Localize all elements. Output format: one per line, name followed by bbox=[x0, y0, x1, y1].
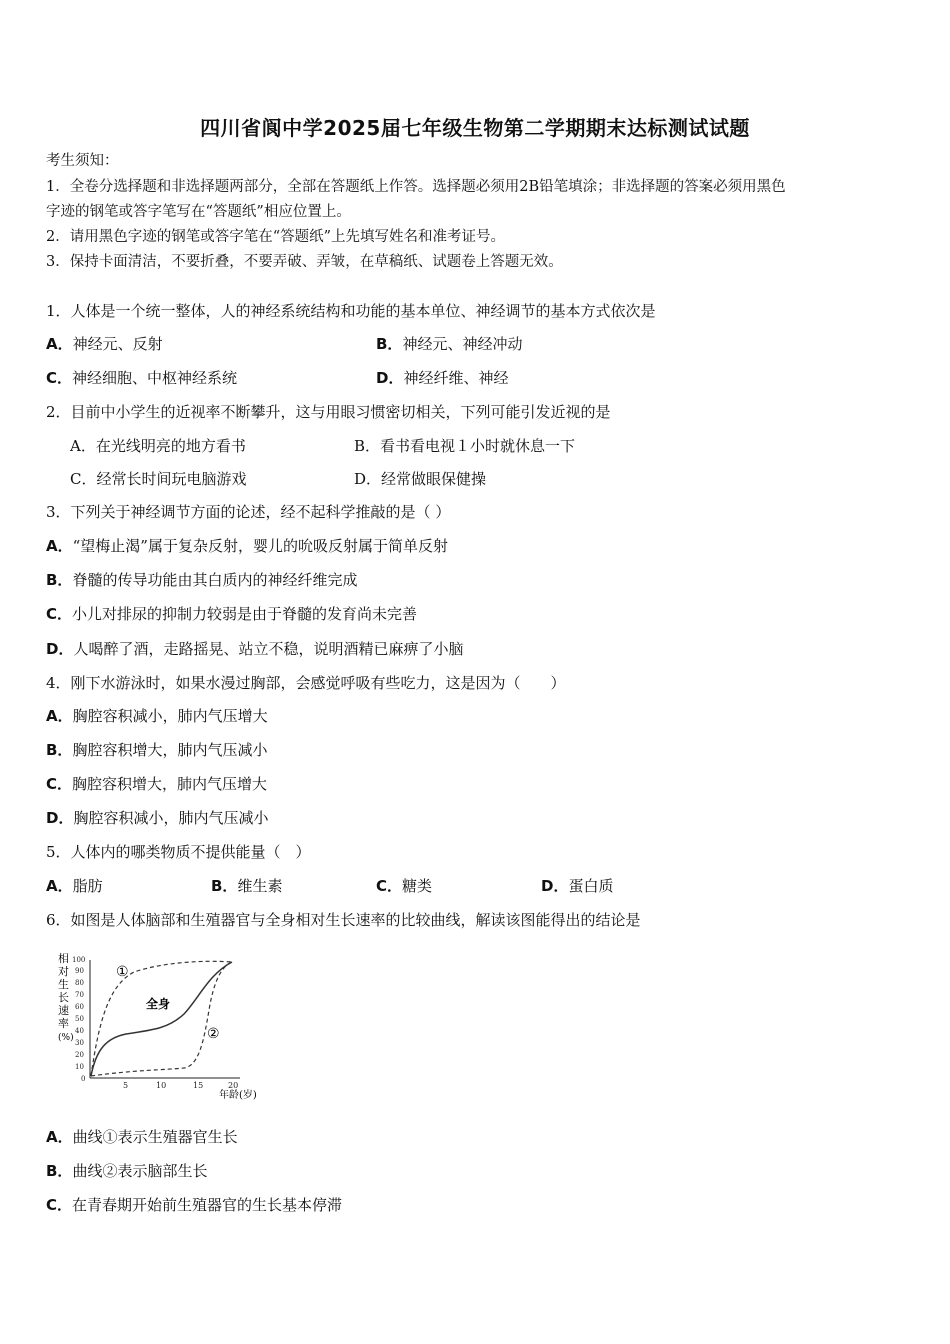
y-tick-0: 0 bbox=[81, 1075, 86, 1083]
q5-option-d-letter: D． bbox=[541, 877, 569, 895]
x-tick-10: 10 bbox=[156, 1081, 167, 1090]
q1-option-c-text: 神经细胞、中枢神经系统 bbox=[72, 369, 238, 387]
q1-option-d-text: 神经纤维、神经 bbox=[403, 369, 509, 387]
x-tick-15: 15 bbox=[193, 1081, 204, 1090]
q5-option-c-letter: C． bbox=[376, 877, 403, 895]
q2-option-a: A．在光线明亮的地方看书 bbox=[70, 437, 246, 455]
q1-option-b bbox=[376, 333, 522, 355]
q1-option-a-text: 神经元、反射 bbox=[72, 335, 163, 353]
q3-option-b bbox=[46, 569, 357, 591]
q4-option-a-letter: A． bbox=[46, 707, 73, 725]
q5-option-a-letter: A． bbox=[46, 877, 73, 895]
q6-stem: 6．如图是人体脑部和生殖器官与全身相对生长速率的比较曲线，解读该图能得出的结论是 bbox=[46, 911, 641, 929]
q1-option-a bbox=[46, 333, 163, 355]
y-tick-80: 80 bbox=[75, 979, 84, 987]
q4-option-b bbox=[46, 739, 267, 761]
q6-option-b-text: 曲线②表示脑部生长 bbox=[72, 1162, 208, 1180]
q5-option-b-text: 维生素 bbox=[237, 877, 283, 895]
q1-option-d bbox=[376, 367, 508, 389]
q5-option-b bbox=[211, 875, 282, 897]
notice-item-3: 3．保持卡面清洁，不要折叠，不要弄破、弄皱，在草稿纸、试题卷上答题无效。 bbox=[46, 254, 563, 270]
page-title: 四川省阆中学2025届七年级生物第二学期期末达标测试试题 bbox=[200, 116, 750, 140]
q3-option-a-letter: A． bbox=[46, 537, 73, 555]
q3-option-c-text: 小儿对排尿的抑制力较弱是由于脊髓的发育尚未完善 bbox=[72, 605, 418, 623]
q5-option-a bbox=[46, 875, 103, 897]
q5-option-b-letter: B． bbox=[211, 877, 238, 895]
q4-option-d-letter: D． bbox=[46, 809, 74, 827]
q1-option-c bbox=[46, 367, 237, 389]
x-tick-20: 20 bbox=[228, 1081, 239, 1090]
q4-option-d bbox=[46, 807, 268, 829]
q1-stem: 1．人体是一个统一整体，人的神经系统结构和功能的基本单位、神经调节的基本方式依次是 bbox=[46, 302, 656, 320]
q3-option-c-letter: C． bbox=[46, 605, 73, 623]
y-axis-label-2: 对 bbox=[58, 965, 69, 978]
q6-option-a-text: 曲线①表示生殖器官生长 bbox=[72, 1128, 238, 1146]
y-tick-70: 70 bbox=[75, 991, 84, 999]
q1-option-b-text: 神经元、神经冲动 bbox=[402, 335, 523, 353]
y-axis-label-unit: (%) bbox=[58, 1033, 74, 1043]
q3-option-d-letter: D． bbox=[46, 640, 74, 658]
y-axis-label-4: 长 bbox=[58, 991, 69, 1004]
q4-option-a bbox=[46, 705, 268, 727]
q6-option-c bbox=[46, 1194, 342, 1216]
q3-option-d-text: 人喝醉了酒，走路摇晃、站立不稳，说明酒精已麻痹了小脑 bbox=[73, 640, 464, 658]
q5-option-d-text: 蛋白质 bbox=[568, 877, 614, 895]
y-tick-50: 50 bbox=[75, 1015, 84, 1023]
notice-item-1-cont: 字迹的钢笔或答字笔写在“答题纸”相应位置上。 bbox=[46, 204, 351, 220]
y-tick-10: 10 bbox=[75, 1063, 84, 1071]
q3-option-b-letter: B． bbox=[46, 571, 73, 589]
q2-option-c: C．经常长时间玩电脑游戏 bbox=[70, 470, 247, 488]
q5-option-a-text: 脂肪 bbox=[72, 877, 103, 895]
q1-option-d-letter: D． bbox=[376, 369, 404, 387]
q4-stem: 4．刚下水游泳时，如果水漫过胸部，会感觉呼吸有些吃力，这是因为（ ） bbox=[46, 674, 566, 692]
q5-option-c bbox=[376, 875, 432, 897]
q3-option-a bbox=[46, 535, 448, 557]
x-axis-label: 年龄(岁) bbox=[219, 1090, 257, 1100]
growth-rate-graph bbox=[44, 950, 274, 1100]
q4-option-c-text: 胸腔容积增大，肺内气压增大 bbox=[72, 775, 268, 793]
q6-option-b-letter: B． bbox=[46, 1162, 73, 1180]
y-axis-label-1: 相 bbox=[58, 952, 69, 965]
q6-option-c-text: 在青春期开始前生殖器官的生长基本停滞 bbox=[72, 1196, 343, 1214]
growth-rate-figure bbox=[44, 950, 274, 1100]
y-tick-100: 100 bbox=[72, 956, 86, 964]
q1-option-b-letter: B． bbox=[376, 335, 403, 353]
y-axis-label-6: 率 bbox=[58, 1017, 69, 1030]
q3-stem: 3．下列关于神经调节方面的论述，经不起科学推敲的是（ ） bbox=[46, 503, 451, 521]
curve-1-label: ① bbox=[116, 964, 129, 980]
q3-option-d bbox=[46, 638, 463, 660]
q6-option-a-letter: A． bbox=[46, 1128, 73, 1146]
notice-item-1: 1．全卷分选择题和非选择题两部分，全部在答题纸上作答。选择题必须用2B铅笔填涂；非选择题的答案必须用黑色 bbox=[46, 179, 786, 195]
q3-option-b-text: 脊髓的传导功能由其白质内的神经纤维完成 bbox=[72, 571, 358, 589]
y-tick-90: 90 bbox=[75, 967, 84, 975]
y-tick-30: 30 bbox=[75, 1039, 84, 1047]
q6-option-a bbox=[46, 1126, 238, 1148]
q2-option-b: B．看书看电视１小时就休息一下 bbox=[354, 437, 576, 455]
q2-option-d: D．经常做眼保健操 bbox=[354, 470, 487, 488]
y-tick-40: 40 bbox=[75, 1027, 84, 1035]
y-axis-label-5: 速 bbox=[58, 1004, 69, 1017]
curve-2-label: ② bbox=[207, 1026, 220, 1042]
y-axis-label-3: 生 bbox=[58, 978, 69, 991]
q5-stem: 5．人体内的哪类物质不提供能量（ ） bbox=[46, 843, 311, 861]
y-tick-60: 60 bbox=[75, 1003, 84, 1011]
notice-heading: 考生须知： bbox=[46, 153, 119, 169]
q4-option-c bbox=[46, 773, 267, 795]
q4-option-d-text: 胸腔容积减小，肺内气压减小 bbox=[73, 809, 269, 827]
q3-option-a-text: “望梅止渴”属于复杂反射，婴儿的吮吸反射属于简单反射 bbox=[72, 537, 448, 555]
whole-body-label: 全身 bbox=[146, 997, 171, 1011]
curve-whole-body bbox=[91, 962, 232, 1076]
q4-option-b-text: 胸腔容积增大，肺内气压减小 bbox=[72, 741, 268, 759]
q5-option-c-text: 糖类 bbox=[402, 877, 433, 895]
q1-option-c-letter: C． bbox=[46, 369, 73, 387]
q3-option-c bbox=[46, 603, 417, 625]
q4-option-b-letter: B． bbox=[46, 741, 73, 759]
y-tick-20: 20 bbox=[75, 1051, 84, 1059]
q2-stem: 2．目前中小学生的近视率不断攀升，这与用眼习惯密切相关，下列可能引发近视的是 bbox=[46, 403, 611, 421]
y-ticks bbox=[72, 956, 85, 1083]
x-tick-5: 5 bbox=[123, 1081, 129, 1090]
q4-option-c-letter: C． bbox=[46, 775, 73, 793]
q6-option-c-letter: C． bbox=[46, 1196, 73, 1214]
x-ticks bbox=[123, 1081, 238, 1090]
q5-option-d bbox=[541, 875, 613, 897]
q6-option-b bbox=[46, 1160, 207, 1182]
q1-option-a-letter: A． bbox=[46, 335, 73, 353]
notice-item-2: 2．请用黑色字迹的钢笔或答字笔在“答题纸”上先填写姓名和准考证号。 bbox=[46, 229, 506, 245]
q4-option-a-text: 胸腔容积减小，肺内气压增大 bbox=[72, 707, 268, 725]
